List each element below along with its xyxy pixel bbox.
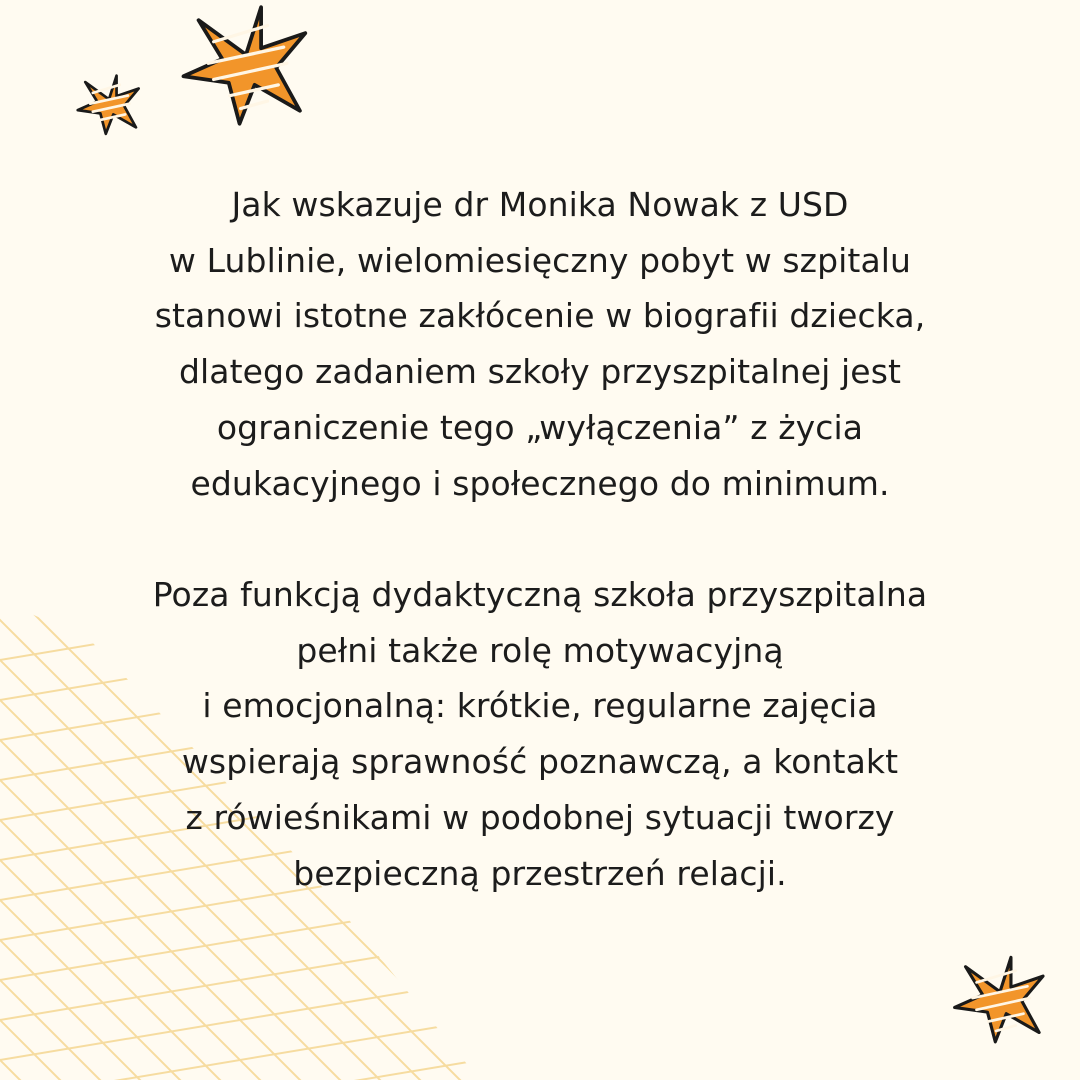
maple-leaf-icon bbox=[952, 955, 1048, 1045]
text-line: edukacyjnego i społecznego do minimum. bbox=[190, 463, 890, 503]
text-line: ograniczenie tego „wyłączenia” z życia bbox=[216, 407, 864, 447]
text-line: wspierają sprawność poznawczą, a kontakt bbox=[181, 742, 899, 782]
text-line: i emocjonalną: krótkie, regularne zajęcia bbox=[202, 686, 878, 726]
text-line: pełni także rolę motywacyjną bbox=[296, 630, 784, 670]
maple-leaf-icon bbox=[180, 4, 312, 128]
text-line: Jak wskazuje dr Monika Nowak z USD bbox=[231, 185, 849, 224]
text-line: stanowi istotne zakłócenie w biografii dziecka, bbox=[154, 296, 926, 336]
text-line: bezpieczną przestrzeń relacji. bbox=[293, 853, 787, 893]
text-line: z rówieśnikami w podobnej sytuacji tworzy bbox=[185, 797, 895, 837]
text-line: dlatego zadaniem szkoły przyszpitalnej jest bbox=[178, 352, 902, 392]
text-line: w Lublinie, wielomiesięczny pobyt w szpitalu bbox=[168, 240, 912, 280]
text-line: Poza funkcją dydaktyczną szkoła przyszpitalna bbox=[152, 575, 928, 614]
maple-leaf-icon bbox=[76, 74, 142, 136]
paragraph-nowak-quote bbox=[80, 177, 1000, 511]
paragraph-school-roles bbox=[80, 567, 1000, 901]
